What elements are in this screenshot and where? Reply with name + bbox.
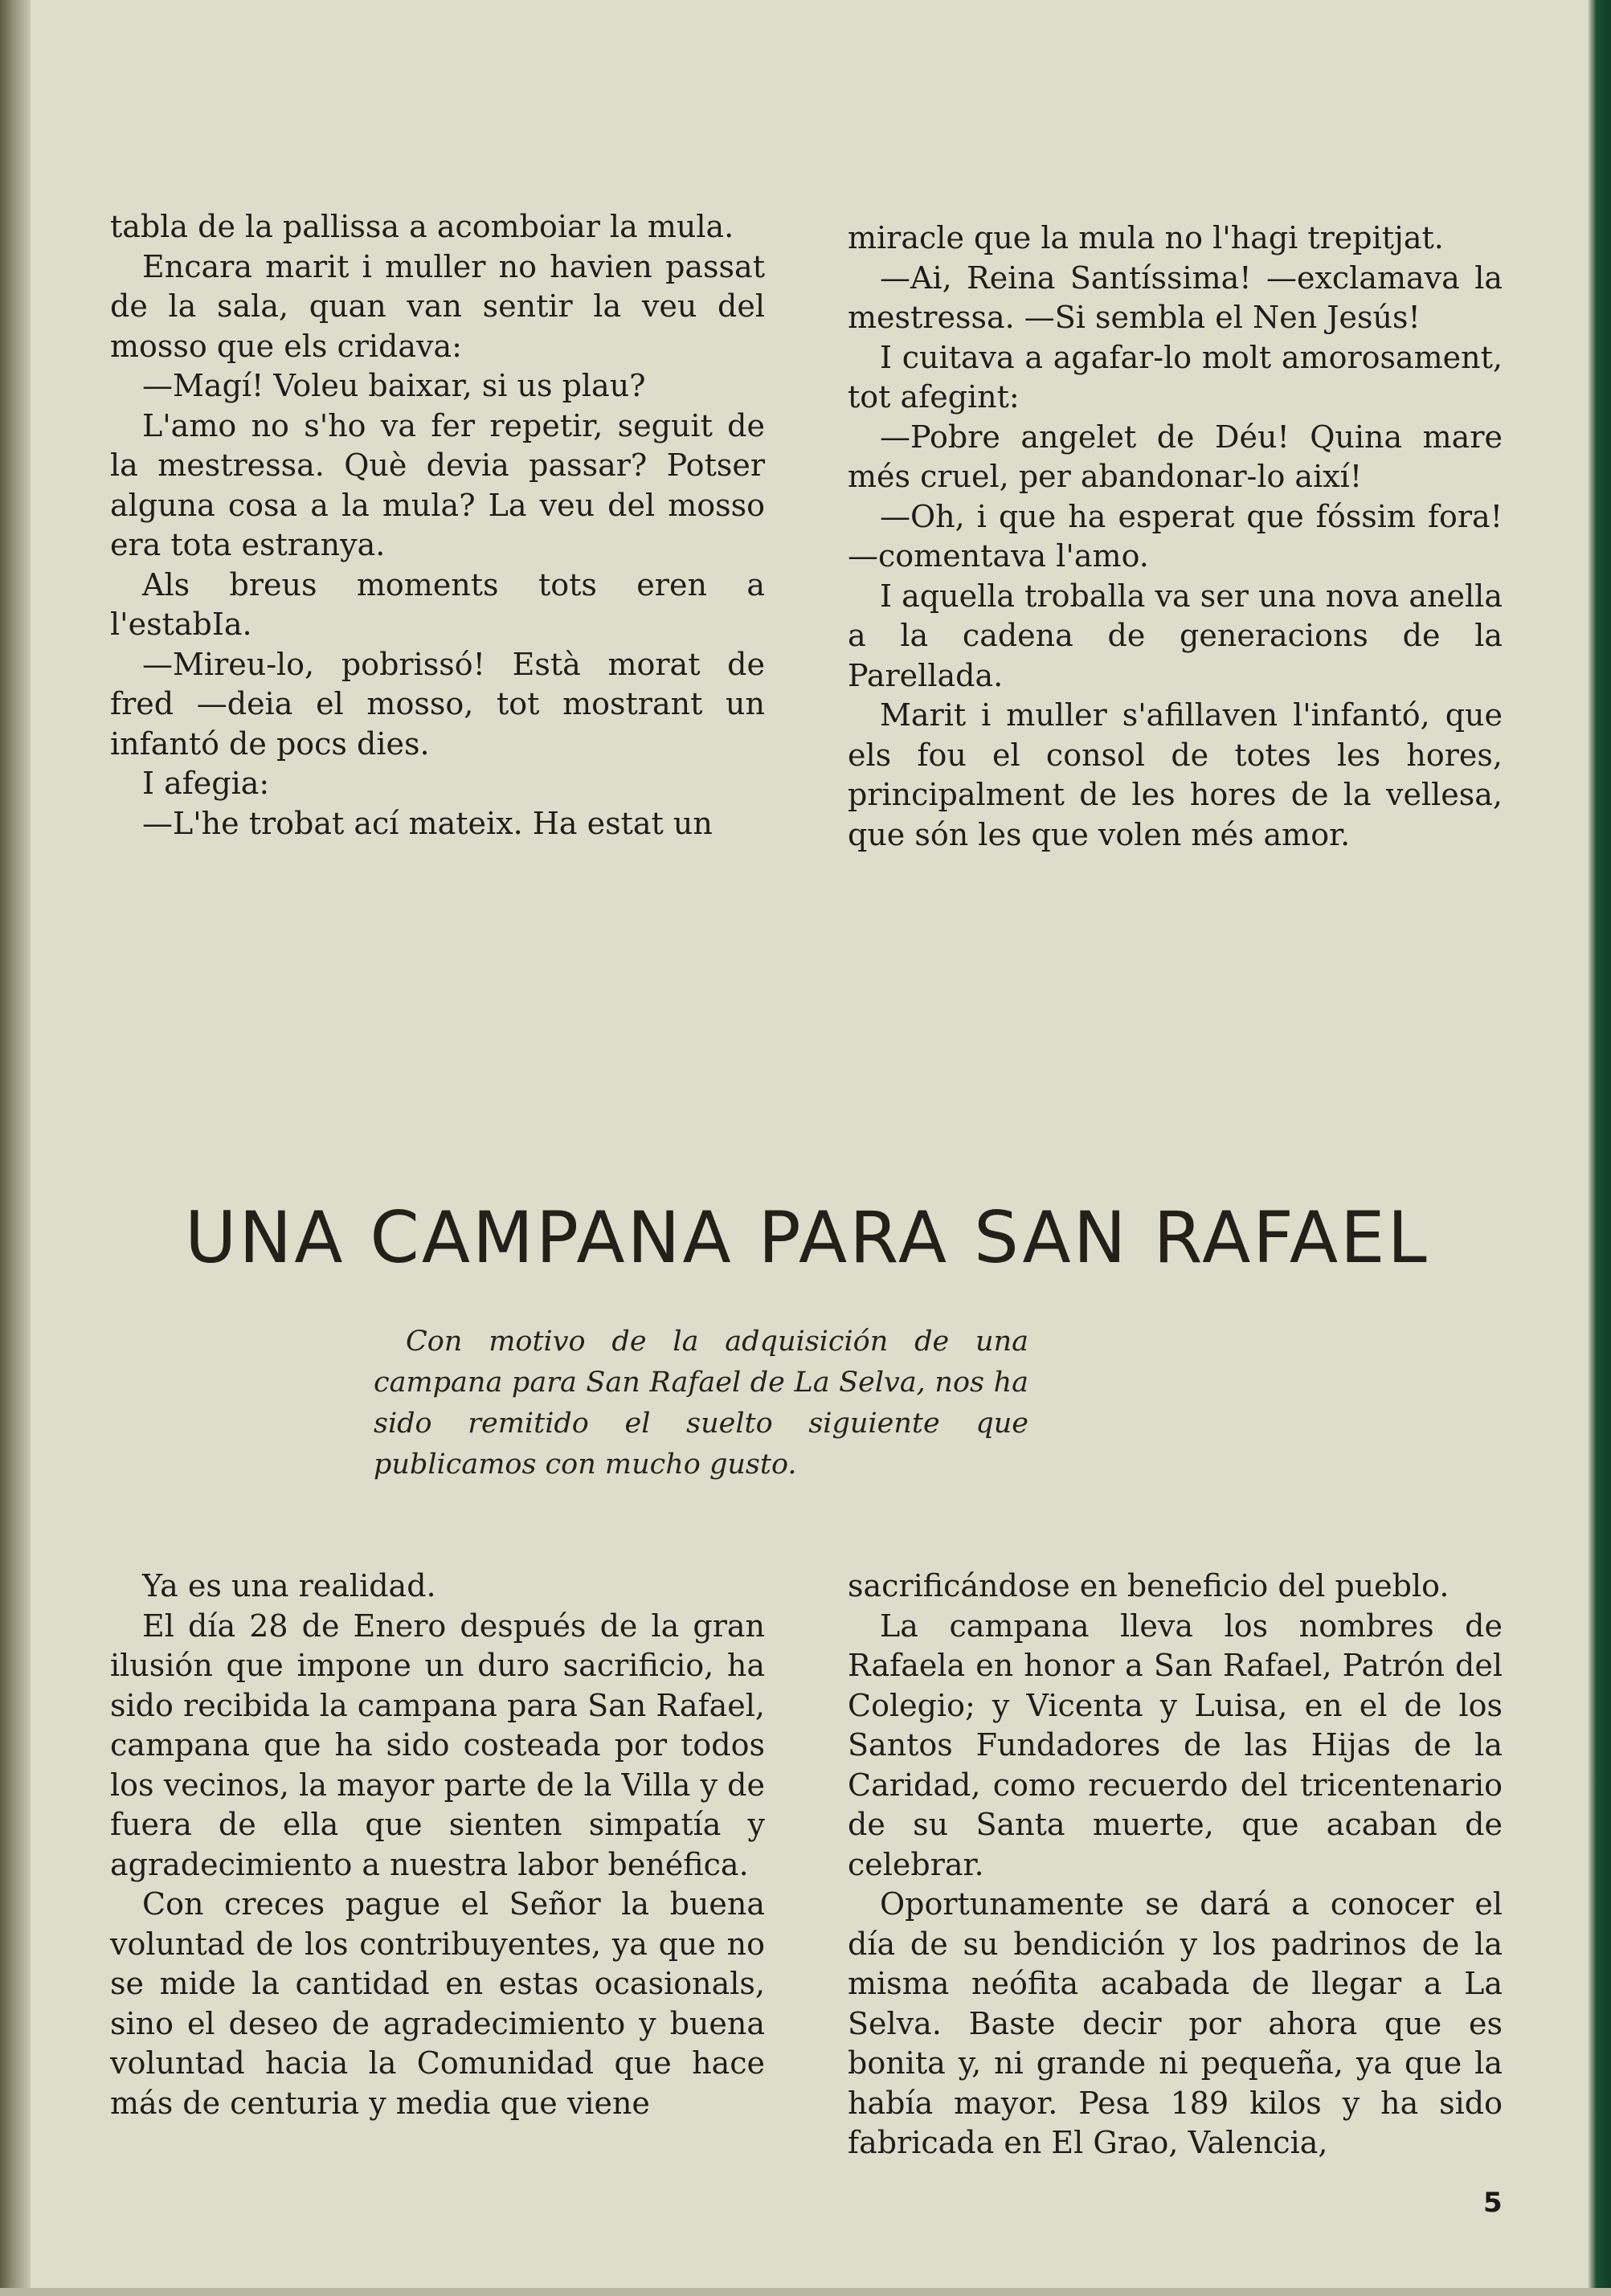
paragraph: —L'he trobat ací mateix. Ha estat un	[142, 805, 713, 841]
paragraph: Marit i muller s'afillaven l'infantó, que els fou el consol de totes les hores, principalment de les hores de la vellesa, que són les que volen més amor.	[848, 697, 1503, 852]
paragraph: miracle que la mula no l'hagi trepitjat.	[848, 220, 1444, 255]
paragraph: La campana lleva los nombres de Rafaela en honor a San Rafael, Patrón del Colegio; y Vicenta y Luisa, en el de los Santos Fundadores de las Hijas de la Caridad, como recuerdo del tricentenario de su Santa muerte, que acaban de celebrar.	[848, 1608, 1503, 1882]
paragraph: Encara marit i muller no havien passat de la sala, quan van sentir la veu del mosso que els cridava:	[110, 248, 765, 364]
paragraph: —Magí! Voleu baixar, si us plau?	[142, 368, 646, 403]
paragraph: I cuitava a agafar-lo molt amorosament, tot afegint:	[848, 339, 1503, 415]
paragraph: —Ai, Reina Santíssima! —exclamava la mestressa. —Si sembla el Nen Jesús!	[848, 259, 1503, 335]
paragraph: —Mireu-lo, pobrissó! Està morat de fred —deia el mosso, tot mostrant un infantó de pocs dies.	[110, 646, 765, 762]
paragraph: El día 28 de Enero después de la gran ilusión que impone un duro sacrificio, ha sido recibida la campana para San Rafael, campana que ha sido costeada por todos los vecinos, la mayor parte de la Villa y de fuera de ella que sienten simpatía y agradecimiento a nuestra labor benéfica.	[110, 1608, 765, 1882]
paragraph: Als breus moments tots eren a l'estabIa.	[110, 566, 765, 642]
page-bottom-edge	[0, 2288, 1611, 2296]
story-column-left	[110, 207, 765, 844]
paragraph: tabla de la pallissa a acomboiar la mula.	[110, 209, 734, 244]
paragraph: Ya es una realidad.	[142, 1568, 436, 1604]
paragraph: —Oh, i que ha esperat que fóssim fora! —comentava l'amo.	[848, 498, 1503, 574]
paragraph: Con creces pague el Señor la buena voluntad de los contribuyentes, ya que no se mide la cantidad en estas ocasionals, sino el deseo de agradecimiento y buena voluntad hacia la Comunidad que hace más de centuria y media que viene	[110, 1886, 765, 2121]
cover-edge	[1589, 0, 1611, 2296]
story-column-right	[848, 219, 1503, 855]
article-column-left	[110, 1567, 765, 2123]
article-title: UNA CAMPANA PARA SAN RAFAEL	[185, 1195, 1429, 1279]
paragraph: sacrificándose en beneficio del pueblo.	[848, 1568, 1449, 1604]
article-column-right	[848, 1567, 1503, 2163]
paragraph: —Pobre angelet de Déu! Quina mare més cruel, per abandonar-lo així!	[848, 419, 1503, 494]
binding-edge	[0, 0, 31, 2296]
paragraph: Oportunamente se dará a conocer el día de su bendición y los padrinos de la misma neófita acabada de llegar a La Selva. Baste decir por ahora que es bonita y, ni grande ni pequeña, ya que la había mayor. Pesa 189 kilos y ha sido fabricada en El Grao, Valencia,	[848, 1886, 1503, 2160]
paragraph: I aquella troballa va ser una nova anella a la cadena de generacions de la Parellada.	[848, 578, 1503, 693]
paragraph: I afegia:	[142, 766, 270, 801]
article-intro: Con motivo de la adquisición de una campana para San Rafael de La Selva, nos ha sido remitido el suelto siguiente que publicamos con mucho gusto.	[374, 1326, 1028, 1481]
page-number: 5	[1483, 2187, 1503, 2219]
paragraph: L'amo no s'ho va fer repetir, seguit de la mestressa. Què devia passar? Potser alguna cosa a la mula? La veu del mosso era tota estranya.	[110, 407, 765, 562]
